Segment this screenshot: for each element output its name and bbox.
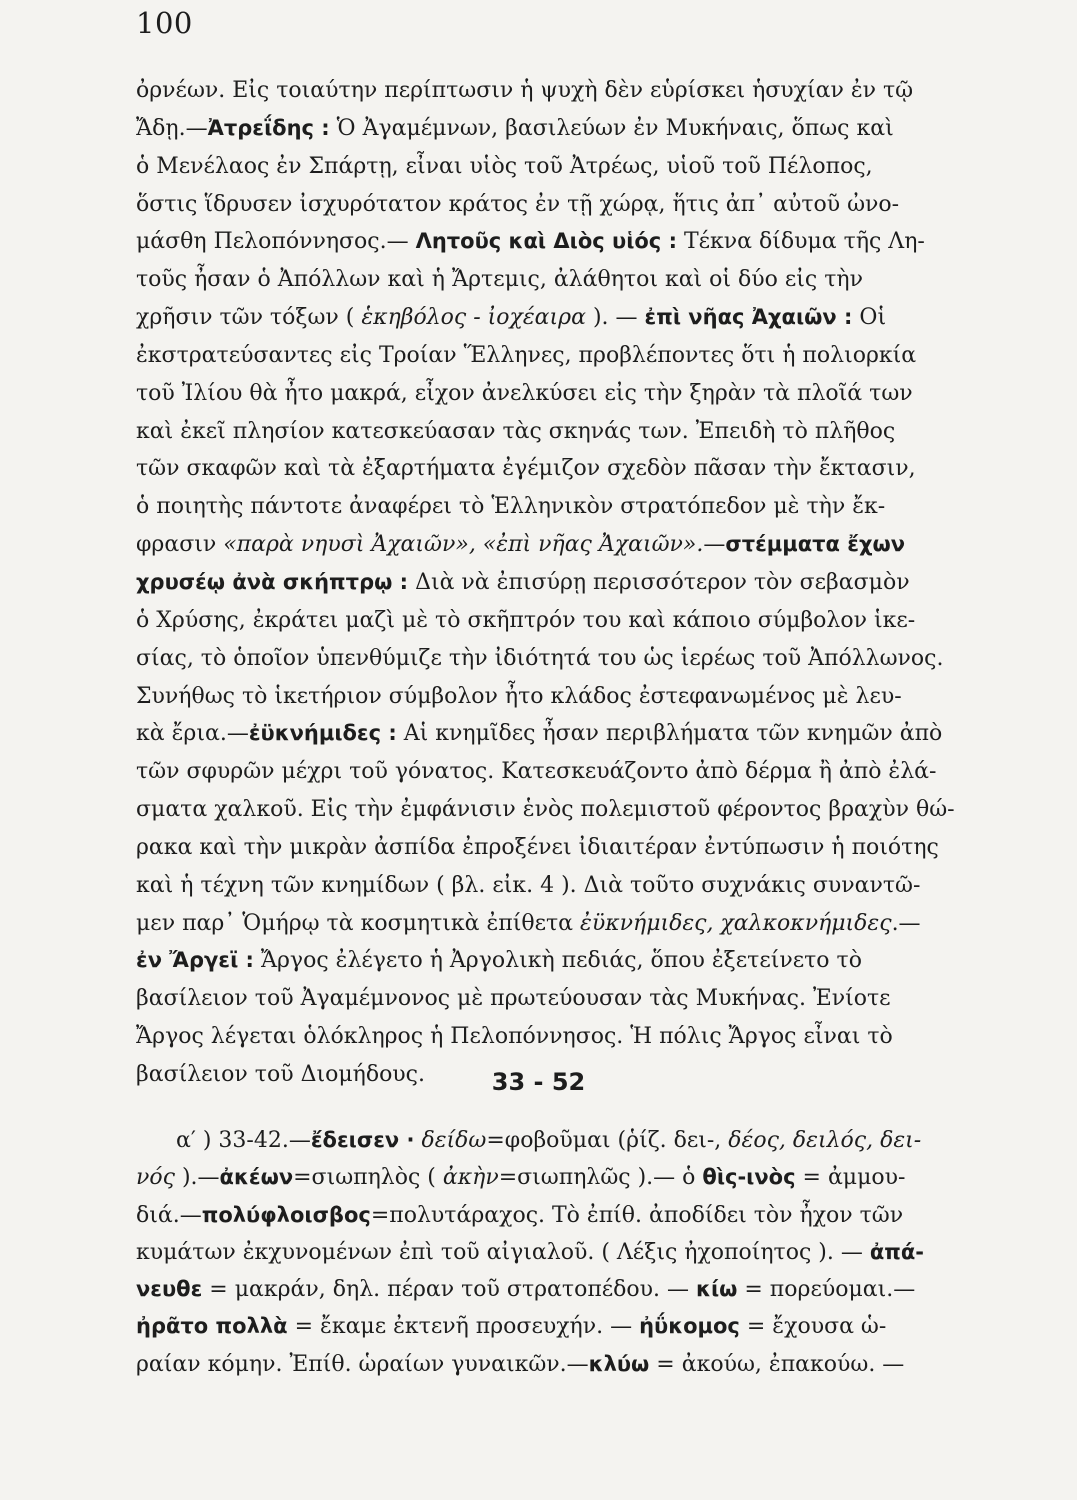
text-run: τῶν σφυρῶν μέχρι τοῦ γόνατος. Κατεσκευάζοντο ἀπὸ δέρμα ἢ ἀπὸ ἐλά- <box>136 759 937 785</box>
lemma-term: κίω <box>696 1277 738 1302</box>
text-line <box>136 72 988 110</box>
text-run: διά.— <box>136 1202 202 1228</box>
text-line <box>136 186 988 224</box>
text-line <box>136 1122 988 1159</box>
lemma-term: νευθε <box>136 1277 203 1302</box>
text-run: ὁ Χρύσης, ἐκράτει μαζὶ μὲ τὸ σκῆπτρόν του καὶ κάποιο σύμβολον ἱκε- <box>136 607 916 633</box>
text-line <box>136 1018 988 1056</box>
text-run: = ἀκούω, ἐπακούω. — <box>649 1351 905 1377</box>
text-run: χρῆσιν τῶν τόξων ( <box>136 305 362 331</box>
text-run: ὀρνέων. Εἰς τοιαύτην περίπτωσιν ἡ ψυχὴ δὲν εὑρίσκει ἡσυχίαν ἐν τῷ <box>136 78 914 103</box>
text-line <box>136 299 988 337</box>
text-line <box>136 375 988 413</box>
lemma-term: ἠΰκομος <box>639 1314 740 1339</box>
text-run: ὁ ποιητὴς πάντοτε ἀναφέρει τὸ Ἑλληνικὸν στρατόπεδον μὲ τὴν ἔκ- <box>136 494 886 520</box>
lemma-term: πολύφλοισβος <box>201 1202 371 1227</box>
lemma-term: ἔδεισεν · <box>310 1128 415 1152</box>
text-line <box>136 980 988 1018</box>
section-heading: 33 - 52 <box>491 1068 586 1096</box>
text-run: ). — <box>585 305 645 331</box>
text-run: φρασιν <box>136 532 224 558</box>
text-run: α′ ) 33-42.— <box>176 1128 311 1153</box>
text-run: =σιωπηλὸς ( <box>293 1165 443 1191</box>
text-run: ὁ Μενέλαος ἐν Σπάρτῃ, εἶναι υἱὸς τοῦ Ἀτρέως, υἱοῦ τοῦ Πέλοπος, <box>136 153 873 179</box>
lemma-term: ἐν Ἄργεϊ : <box>136 948 254 973</box>
text-run: Συνήθως τὸ ἱκετήριον σύμβολον ἦτο κλάδος ἐστεφανωμένος μὲ λευ- <box>136 683 902 709</box>
lemma-term: Λητοῦς καὶ Διὸς υἱός : <box>415 229 677 254</box>
text-run: Ὁ Ἀγαμέμνων, βασιλεύων ἐν Μυκήναις, ὅπως καὶ <box>329 115 894 141</box>
text-line <box>136 261 988 299</box>
lemma-term: Ἀτρεΐδης : <box>207 115 330 140</box>
text-run: κὰ ἔρια.— <box>136 721 249 747</box>
text-line <box>136 678 988 716</box>
text-run: Διὰ νὰ ἐπισύρῃ περισσότερον τὸν σεβασμὸν <box>408 569 910 595</box>
text-run: = πορεύομαι.— <box>737 1277 916 1303</box>
lemma-term: ἠρᾶτο πολλὰ <box>136 1314 288 1339</box>
text-run: τῶν σκαφῶν καὶ τὰ ἐξαρτήματα ἐγέμιζον σχεδὸν πᾶσαν τὴν ἔκτασιν, <box>136 456 916 482</box>
text-run: = ἔχουσα ὡ- <box>739 1314 887 1340</box>
text-run: Ἄργος λέγεται ὁλόκληρος ἡ Πελοπόννησος. Ἡ πόλις Ἄργος εἶναι τὸ <box>136 1024 893 1050</box>
text-line <box>136 413 988 451</box>
page-number: 100 <box>136 6 193 40</box>
lemma-term: στέμματα ἔχων <box>725 532 906 557</box>
text-run: Τέκνα δίδυμα τῆς Λη- <box>676 229 925 255</box>
text-line <box>136 1346 988 1383</box>
quoted-word: νός <box>136 1165 175 1191</box>
text-line <box>136 564 988 602</box>
text-run: Αἱ κνημῖδες ἦσαν περιβλήματα τῶν κνημῶν ἀπὸ <box>396 721 943 747</box>
commentary-paragraph-1 <box>136 72 988 1094</box>
text-line <box>136 602 988 640</box>
text-line <box>136 1271 988 1308</box>
text-run: μεν παρ᾽ Ὁμήρῳ τὰ κοσμητικὰ ἐπίθετα <box>136 910 581 936</box>
text-run: βασίλειον τοῦ Ἀγαμέμνονος μὲ πρωτεύουσαν τὰς Μυκήνας. Ἐνίοτε <box>136 986 891 1012</box>
quoted-word: «παρὰ νηυσὶ Ἀχαιῶν», «ἐπὶ νῆας Ἀχαιῶν». <box>223 532 704 558</box>
text-run: ἐκστρατεύσαντες εἰς Τροίαν Ἕλληνες, προβλέποντες ὅτι ἡ πολιορκία <box>136 342 917 368</box>
text-line <box>136 715 988 753</box>
text-run: Οἱ <box>852 305 887 331</box>
text-run: — <box>703 532 726 558</box>
text-line <box>136 640 988 678</box>
text-run: ).— <box>174 1165 220 1191</box>
text-run: καὶ ἐκεῖ πλησίον κατεσκεύασαν τὰς σκηνάς των. Ἐπειδὴ τὸ πλῆθος <box>136 418 896 444</box>
text-run: = ἀμμου- <box>795 1165 906 1191</box>
text-line <box>136 1197 988 1234</box>
text-run: τοῦ Ἰλίου θὰ ἦτο μακρά, εἶχον ἀνελκύσει εἰς τὴν ξηρὰν τὰ πλοῖά των <box>136 380 913 406</box>
quoted-word: ἑκηβόλος - ἰοχέαιρα <box>361 305 586 331</box>
text-run: ραίαν κόμην. Ἐπίθ. ὡραίων γυναικῶν.— <box>136 1351 589 1377</box>
lemma-term: ἀκέων <box>219 1165 294 1190</box>
lemma-term: ἐπὶ νῆας Ἀχαιῶν : <box>644 305 853 330</box>
lemma-term: θὶς-ινὸς <box>702 1165 796 1190</box>
text-line <box>136 867 988 905</box>
text-line <box>136 1308 988 1345</box>
text-run: =φοβοῦμαι (ῥίζ. δει-, <box>486 1128 729 1153</box>
text-run: κυμάτων ἐκχυνομένων ἐπὶ τοῦ αἰγιαλοῦ. ( Λέξις ἠχοποίητος ). — <box>136 1239 870 1265</box>
text-line <box>136 1234 988 1271</box>
text-line <box>136 526 988 564</box>
lemma-term: ἐϋκνήμιδες : <box>248 721 397 746</box>
text-run: = ἔκαμε ἐκτενῆ προσευχήν. — <box>287 1314 640 1340</box>
text-line <box>136 791 988 829</box>
text-line <box>136 829 988 867</box>
lemma-term: χρυσέῳ ἀνὰ σκήπτρῳ : <box>136 569 409 594</box>
text-run: Ἄργος ἐλέγετο ἡ Ἀργολικὴ πεδιάς, ὅπου ἐξετείνετο τὸ <box>253 948 862 974</box>
text-line <box>136 488 988 526</box>
lemma-term: ἀπά- <box>869 1239 925 1264</box>
text-line <box>136 223 988 261</box>
text-run: σίας, τὸ ὁποῖον ὑπενθύμιζε τὴν ἰδιότητά του ὡς ἱερέως τοῦ Ἀπόλλωνος. <box>136 645 944 671</box>
text-run: ρακα καὶ τὴν μικρὰν ἀσπίδα ἐπροξένει ἰδιαιτέραν ἐντύπωσιν ἡ ποιότης <box>136 834 939 860</box>
quoted-word: δείδω <box>421 1128 487 1153</box>
text-run: =πολυτάραχος. Τὸ ἐπίθ. ἀποδίδει τὸν ἦχον τῶν <box>370 1202 904 1228</box>
text-run: καὶ ἡ τέχνη τῶν κνημίδων ( βλ. εἰκ. 4 ). Διὰ τοῦτο συχνάκις συναντῶ- <box>136 872 921 898</box>
text-line <box>136 450 988 488</box>
text-line <box>136 1159 988 1196</box>
text-line <box>136 148 988 186</box>
text-run: τοῦς ἦσαν ὁ Ἀπόλλων καὶ ἡ Ἄρτεμις, ἀλάθητοι καὶ οἱ δύο εἰς τὴν <box>136 267 863 293</box>
quoted-word: δέος, δειλός, δει- <box>728 1128 922 1153</box>
text-run: βασίλειον τοῦ Διομήδους. <box>136 1061 425 1087</box>
quoted-word: ἀκὴν <box>442 1165 499 1191</box>
quoted-word: ἐϋκνήμιδες, χαλκοκνήμιδες <box>580 910 892 936</box>
text-run: = μακράν, δηλ. πέραν τοῦ στρατοπέδου. — <box>202 1277 697 1303</box>
text-run: .— <box>891 910 921 936</box>
text-run: μάσθη Πελοπόννησος.— <box>136 229 416 255</box>
text-line <box>136 942 988 980</box>
text-run: Ἄδῃ.— <box>136 115 208 141</box>
lemma-term: κλύω <box>588 1351 650 1376</box>
text-line <box>136 110 988 148</box>
text-line <box>136 905 988 943</box>
text-run: σματα χαλκοῦ. Εἰς τὴν ἐμφάνισιν ἑνὸς πολεμιστοῦ φέροντος βραχὺν θώ- <box>136 797 955 823</box>
text-line <box>136 753 988 791</box>
text-line <box>136 337 988 375</box>
commentary-paragraph-2 <box>136 1122 988 1383</box>
text-run: ὅστις ἵδρυσεν ἰσχυρότατον κράτος ἐν τῇ χώρᾳ, ἥτις ἀπ᾽ αὐτοῦ ὠνο- <box>136 191 900 217</box>
text-run: =σιωπηλῶς ).— ὁ <box>498 1165 703 1191</box>
